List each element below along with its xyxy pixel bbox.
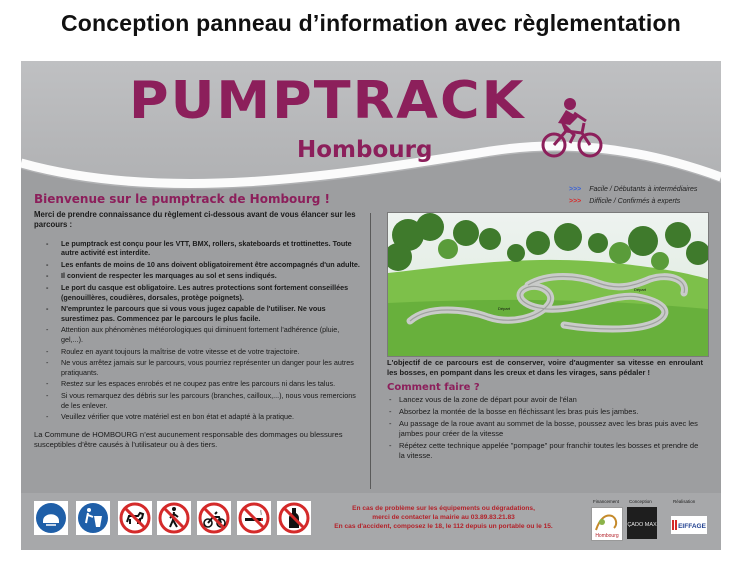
course-objective: L'objectif de ce parcours est de conserver, voire d'augmenter sa vitesse en enroulant les bosses, en pompant dans les creux et dans les virages, sans pédaler ! (387, 358, 703, 377)
legend-label-hard: Difficile / Confirmés à experts (589, 198, 681, 205)
contact-line-1: En cas de problème sur les équipements ou dégradations, (352, 505, 535, 512)
commune-logo-text: Hombourg (595, 533, 619, 539)
column-divider (370, 213, 371, 489)
legend-label-easy: Facile / Débutants à intermédiaires (589, 186, 698, 193)
liability-disclaimer: La Commune de HOMBOURG n’est aucunement responsable des dommages ou blessures susceptibles d’être causés à l’utilisateur ou à des tiers. (34, 429, 343, 449)
rule-item: - Attention aux phénomènes météorologiques qui diminuent fortement l'adhérence (pluie, gel,...). (34, 325, 360, 344)
rule-item: - Les enfants de moins de 10 ans doivent obligatoirement être accompagnés d'un adulte. (34, 260, 360, 270)
step-item: - Lancez vous de la zone de départ pour avoir de l'élan (387, 395, 703, 405)
legend-item-hard (569, 196, 697, 208)
difficulty-legend (569, 184, 697, 208)
rule-item: - Le port du casque est obligatoire. Les autres protections sont fortement conseillées (genouillères, coudières, dorsales, protège poignets). (34, 283, 360, 302)
rule-item: - Il convient de respecter les marquages au sol et sens indiqués. (34, 271, 360, 281)
information-sign (21, 61, 721, 550)
no-alcohol-icon (277, 501, 311, 535)
park-start-label-2: Départ (634, 287, 647, 292)
red-arrows-icon: >>> (569, 198, 582, 205)
no-motorbikes-icon (197, 501, 231, 535)
pumptrack-aerial-view (387, 212, 709, 357)
rule-item: - N'empruntez le parcours que si vous vous jugez capable de l'utiliser. Ne vous surestimez pas. Commencez par le parcours le plus facile. (34, 304, 360, 323)
page-caption: Conception panneau d’information avec règlementation (61, 10, 681, 36)
blue-arrows-icon: >>> (569, 186, 582, 193)
contact-info (316, 504, 571, 531)
eiffage-logo-text: EIFFAGE (678, 523, 706, 530)
cyclist-icon (540, 95, 606, 161)
rules-list (34, 239, 360, 422)
steps-list (387, 395, 703, 461)
welcome-heading: Bienvenue sur le pumptrack de Hombourg ! (34, 192, 330, 206)
instructions-column (387, 358, 703, 463)
realisation-label: Réalisation (673, 499, 696, 504)
sign-title: PUMPTRACK (129, 70, 526, 131)
no-pedestrians-icon (157, 501, 191, 535)
rule-item: - Le pumptrack est conçu pour les VTT, BMX, rollers, skateboards et trottinettes. Toute autre activité est interdite. (34, 239, 360, 258)
how-to-heading: Comment faire ? (387, 382, 480, 393)
rule-item: - Si vous remarquez des débris sur les parcours (branches, cailloux,...), nous vous remercions de les enlever. (34, 391, 360, 410)
step-item: - Absorbez la montée de la bosse en fléchissant les bras puis les jambes. (387, 407, 703, 417)
rule-item: - Veuillez vérifier que votre matériel est en bon état et adapté à la pratique. (34, 412, 360, 422)
rule-item: - Restez sur les espaces enrobés et ne coupez pas entre les parcours ni dans les talus. (34, 379, 360, 389)
financement-label: Financement (593, 499, 620, 504)
litter-bin-icon (76, 501, 110, 535)
rule-item: - Roulez en ayant toujours la maîtrise de votre vitesse et de votre trajectoire. (34, 347, 360, 357)
commune-logo (591, 507, 623, 541)
rule-item: - Ne vous arrêtez jamais sur le parcours, vous pourriez représenter un danger pour les autres pratiquants. (34, 358, 360, 377)
rules-column (34, 192, 360, 450)
step-item: - Répétez cette technique appelée "pompage" pour franchir toutes les bosses et prendre de la vitesse. (387, 441, 703, 461)
contact-line-2: merci de contacter la mairie au 03.89.83.21.83 (372, 514, 515, 521)
legend-item-easy (569, 184, 697, 196)
conception-logo (627, 507, 657, 539)
eiffage-logo (671, 516, 707, 534)
contact-line-3: En cas d'accident, composez le 18, le 112 depuis un portable ou le 15. (334, 523, 553, 530)
rules-intro: Merci de prendre connaissance du règlement ci-dessous avant de vous élancer sur les parcours : (34, 209, 356, 230)
no-smoking-icon (237, 501, 271, 535)
step-item: - Au passage de la roue avant au sommet de la bosse, poussez avec les bras puis avec les jambes pour créer de la vitesse (387, 419, 703, 439)
park-start-label: Départ (498, 306, 511, 311)
helmet-mandatory-icon (34, 501, 68, 535)
conception-label: Conception (629, 499, 652, 504)
conception-logo-text: ÇADO MAX (627, 522, 657, 528)
no-dogs-icon (118, 501, 152, 535)
sign-subtitle: Hombourg (297, 137, 433, 163)
